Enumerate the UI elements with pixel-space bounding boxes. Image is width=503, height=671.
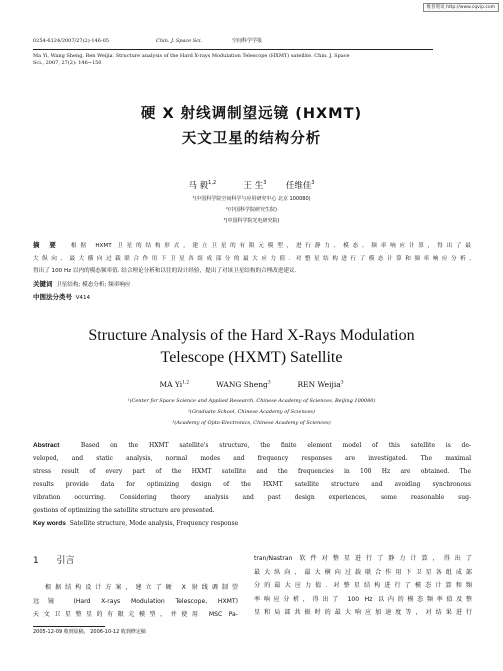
authors-cn [0, 179, 503, 191]
title-cn-line2: 天文卫星的结构分析 [181, 131, 322, 147]
author-en-1: MA Yi$^{1,2}$ [159, 380, 190, 389]
author-en-2: WANG Sheng$^3$ [216, 380, 271, 389]
source-stamp: 维普资讯 http://www.cqvip.com [423, 3, 499, 12]
keywords-en: Satellite structure, Mode analysis, Frequency response [69, 520, 239, 527]
abstract-en: Abstract Based on the HXMT satellite's structure, the finite element model of this satellite is de- veloped, and static analysis, normal modes and frequency responses are investigated. The maximal stress result of every part of the HXMT satellite and the frequencies in 100 Hz are obtained. The results provide data for optimizing design of the HXMT satellite structure and avoiding synchronous vibration occurring. Considering theory analysis and past design experiences, some reasonable sug- gestions of optimizing the satellite structure are presented. Key words Satellite structure, Mode analysis, Frequency response [33, 442, 471, 527]
author-cn-1: 马 毅$^{1,2}$ [188, 180, 217, 191]
citation: Ma Yi, Wang Sheng, Ren Weijia. Structure analysis of the Hard X-rays Modulation Telescope (HXMT) satellite. Chin. J. Space Sci., 2007, 27(2): 146~150 [33, 53, 350, 66]
title-cn-line1: 硬 X 射线调制望远镜 (HXMT) [140, 106, 363, 122]
section-right-column: tran/Nastran 软件对整星进行了静力计算，得出了 最大纵向、最大横向过载联合作用下卫星各组成部 分的最大应力值. 对整星结构进行了模态计算和频 率响应分析，得出了 100 Hz 以内的模态频率值及整 星和局部共振时的最大响应加速度等，对结果进行 [254, 555, 472, 616]
author-cn-2: 王 生$^3$ [243, 180, 267, 191]
keywords-cn: 卫星结构; 模态分析; 频率响应 [56, 281, 131, 288]
affiliation-en-2: ²(Graduate School, Chinese Academy of Sciences) [188, 409, 315, 415]
abstract-cn: 摘 要 根据 HXMT 卫星的结构形式，建立卫星的有限元模型，进行静力、模态、频率响应计算，得出了最 大纵向、最大横向过载联合作用下卫星各组成部分的最大应力值. 对整星结构进行了模态计算和频率响应分析, 得出了 100 Hz 以内的模态频率值. 结合理论分析和以往的设计经验，提出了对该卫星结构的合理改进建议. 关键词 卫星结构; 模态分析; 频率响应 中图法分类号 V414 [33, 241, 472, 301]
section-title: 引言 [56, 556, 75, 566]
section-left-column: 根据结构设计方案，建立了硬 X 射线调制望 远镜 (Hard X-rays Modulation Telescope, HXMT) 天文卫星整星的有限元模型，并使用 MSC Pa- [33, 584, 238, 618]
section-number: 1 [33, 556, 39, 566]
journal-name-cn: 空间科学学报 [232, 38, 263, 44]
title-en-line2: Telescope (HXMT) Satellite [160, 349, 343, 366]
author-cn-3: 任维佳$^3$ [285, 180, 315, 191]
affiliation-cn-1: ¹(中国科学院空间科学与应用研究中心 北京 100080) [192, 196, 311, 202]
clc-label: 中图法分类号 [33, 293, 72, 301]
author-en-3: REN Weijia$^3$ [297, 380, 344, 389]
footnote-rule [33, 626, 105, 627]
abstract-cn-label: 摘 要 [33, 241, 60, 249]
abstract-en-label: Abstract [33, 442, 60, 449]
issn-line: 0254-6124/2007/27(2)-146-05 [33, 38, 109, 44]
affiliation-en-1: ¹(Center for Space Science and Applied Research, Chinese Academy of Sciences, Beijing 100080) [127, 398, 376, 404]
journal-name-en: Chin. J. Space Sci. [156, 38, 203, 44]
title-en-line1: Structure Analysis of the Hard X-Rays Modulation [88, 327, 415, 344]
footnote-dates: 2005-12-09 收到原稿， 2006-10-12 收到修定稿 [33, 629, 146, 635]
affiliation-cn-2: ²(中国科学院研究生院) [226, 207, 277, 213]
authors-en [0, 380, 503, 389]
section-heading [33, 553, 75, 566]
affiliation-cn-3: ³(中国科学院光电研究院) [223, 218, 280, 224]
keywords-cn-label: 关键词 [33, 279, 53, 288]
keywords-en-label: Key words [33, 520, 66, 527]
affiliation-en-3: ³(Academy of Opto-Electronics, Chinese Academy of Sciences) [172, 420, 331, 426]
clc-number: V414 [75, 295, 91, 301]
header-rule [33, 49, 433, 50]
